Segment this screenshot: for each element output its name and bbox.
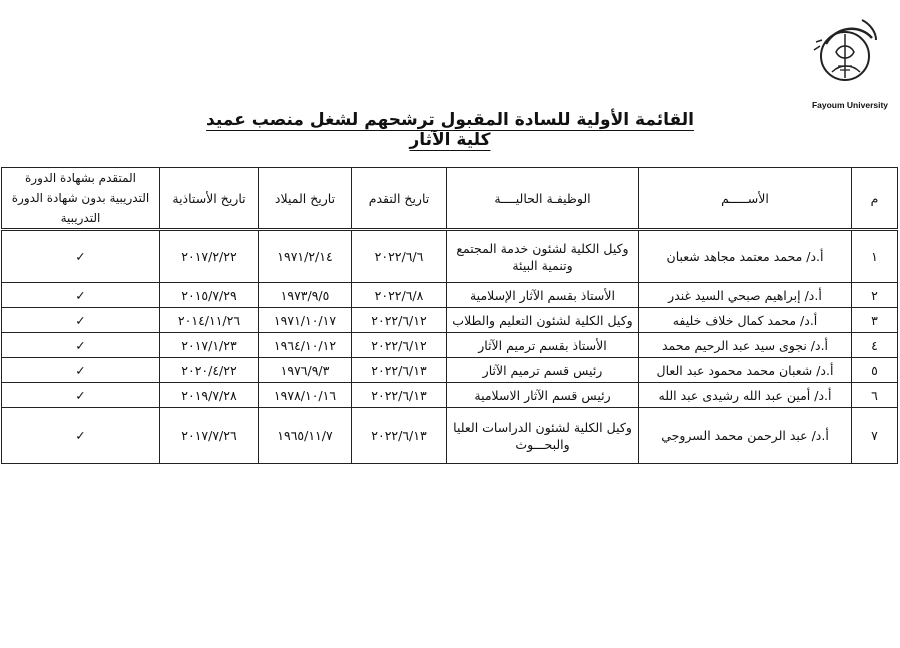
checkmark-icon: ✓ <box>2 308 160 333</box>
row-birth: ١٩٦٥/١١/٧ <box>259 408 352 464</box>
university-name-en: Fayoum University <box>811 100 889 110</box>
row-prof: ٢٠١٧/٢/٢٢ <box>160 230 259 283</box>
table-row <box>2 308 898 333</box>
row-applied: ٢٠٢٢/٦/١٢ <box>352 308 447 333</box>
checkmark-icon: ✓ <box>2 383 160 408</box>
checkmark-icon: ✓ <box>2 283 160 308</box>
page-title: القائمة الأولية للسادة المقبول ترشحهم لشغل منصب عميد كلية الآثار <box>206 110 694 150</box>
row-applied: ٢٠٢٢/٦/١٢ <box>352 333 447 358</box>
row-name: أ.د/ إبراهيم صبحي السيد غندر <box>639 283 852 308</box>
fayoum-emblem-icon <box>812 16 882 98</box>
col-header-prof: تاريخ الأستاذية <box>160 168 259 230</box>
table-row <box>2 230 898 283</box>
col-header-birth: تاريخ الميلاد <box>259 168 352 230</box>
table-row <box>2 408 898 464</box>
row-num: ٦ <box>852 383 898 408</box>
row-name: أ.د/ عبد الرحمن محمد السروجي <box>639 408 852 464</box>
row-birth: ١٩٧١/٢/١٤ <box>259 230 352 283</box>
checkmark-icon: ✓ <box>2 408 160 464</box>
row-job: وكيل الكلية لشئون خدمة المجتمع وتنمية البيئة <box>447 230 639 283</box>
row-num: ٥ <box>852 358 898 383</box>
table-row <box>2 283 898 308</box>
row-prof: ٢٠١٤/١١/٢٦ <box>160 308 259 333</box>
row-name: أ.د/ نجوى سيد عبد الرحيم محمد <box>639 333 852 358</box>
checkmark-icon: ✓ <box>2 358 160 383</box>
col-header-cert: المتقدم بشهادة الدورة التدريبية بدون شهادة الدورة التدريبية <box>2 168 160 230</box>
col-header-applied: تاريخ التقدم <box>352 168 447 230</box>
row-job: وكيل الكلية لشئون الدراسات العليا والبحـــوث <box>447 408 639 464</box>
row-applied: ٢٠٢٢/٦/٦ <box>352 230 447 283</box>
row-num: ٤ <box>852 333 898 358</box>
row-job: وكيل الكلية لشئون التعليم والطلاب <box>447 308 639 333</box>
row-num: ٢ <box>852 283 898 308</box>
table-row <box>2 333 898 358</box>
col-header-job: الوظيفـة الحاليــــة <box>447 168 639 230</box>
row-applied: ٢٠٢٢/٦/٨ <box>352 283 447 308</box>
row-birth: ١٩٧٨/١٠/١٦ <box>259 383 352 408</box>
row-prof: ٢٠١٧/١/٢٣ <box>160 333 259 358</box>
table-row <box>2 383 898 408</box>
row-applied: ٢٠٢٢/٦/١٣ <box>352 408 447 464</box>
row-num: ٧ <box>852 408 898 464</box>
row-applied: ٢٠٢٢/٦/١٣ <box>352 383 447 408</box>
row-job: الأستاذ بقسم ترميم الآثار <box>447 333 639 358</box>
row-name: أ.د/ شعبان محمد محمود عبد العال <box>639 358 852 383</box>
row-num: ٣ <box>852 308 898 333</box>
row-prof: ٢٠١٩/٧/٢٨ <box>160 383 259 408</box>
col-header-name: الأســـــم <box>639 168 852 230</box>
row-prof: ٢٠١٥/٧/٢٩ <box>160 283 259 308</box>
row-prof: ٢٠١٧/٧/٢٦ <box>160 408 259 464</box>
row-applied: ٢٠٢٢/٦/١٣ <box>352 358 447 383</box>
row-name: أ.د/ محمد معتمد مجاهد شعبان <box>639 230 852 283</box>
row-job: الأستاذ بقسم الآثار الإسلامية <box>447 283 639 308</box>
checkmark-icon: ✓ <box>2 230 160 283</box>
row-birth: ١٩٦٤/١٠/١٢ <box>259 333 352 358</box>
row-job: رئيس قسم ترميم الآثار <box>447 358 639 383</box>
checkmark-icon: ✓ <box>2 333 160 358</box>
table-header-row <box>2 168 898 230</box>
row-prof: ٢٠٢٠/٤/٢٢ <box>160 358 259 383</box>
row-birth: ١٩٧٣/٩/٥ <box>259 283 352 308</box>
table-row <box>2 358 898 383</box>
row-birth: ١٩٧٦/٩/٣ <box>259 358 352 383</box>
row-num: ١ <box>852 230 898 283</box>
row-name: أ.د/ أمين عبد الله رشيدى عبد الله <box>639 383 852 408</box>
candidates-table <box>1 167 898 464</box>
row-birth: ١٩٧١/١٠/١٧ <box>259 308 352 333</box>
university-logo <box>800 16 896 114</box>
row-job: رئيس قسم الآثار الاسلامية <box>447 383 639 408</box>
col-header-num: م <box>852 168 898 230</box>
row-name: أ.د/ محمد كمال خلاف خليفه <box>639 308 852 333</box>
